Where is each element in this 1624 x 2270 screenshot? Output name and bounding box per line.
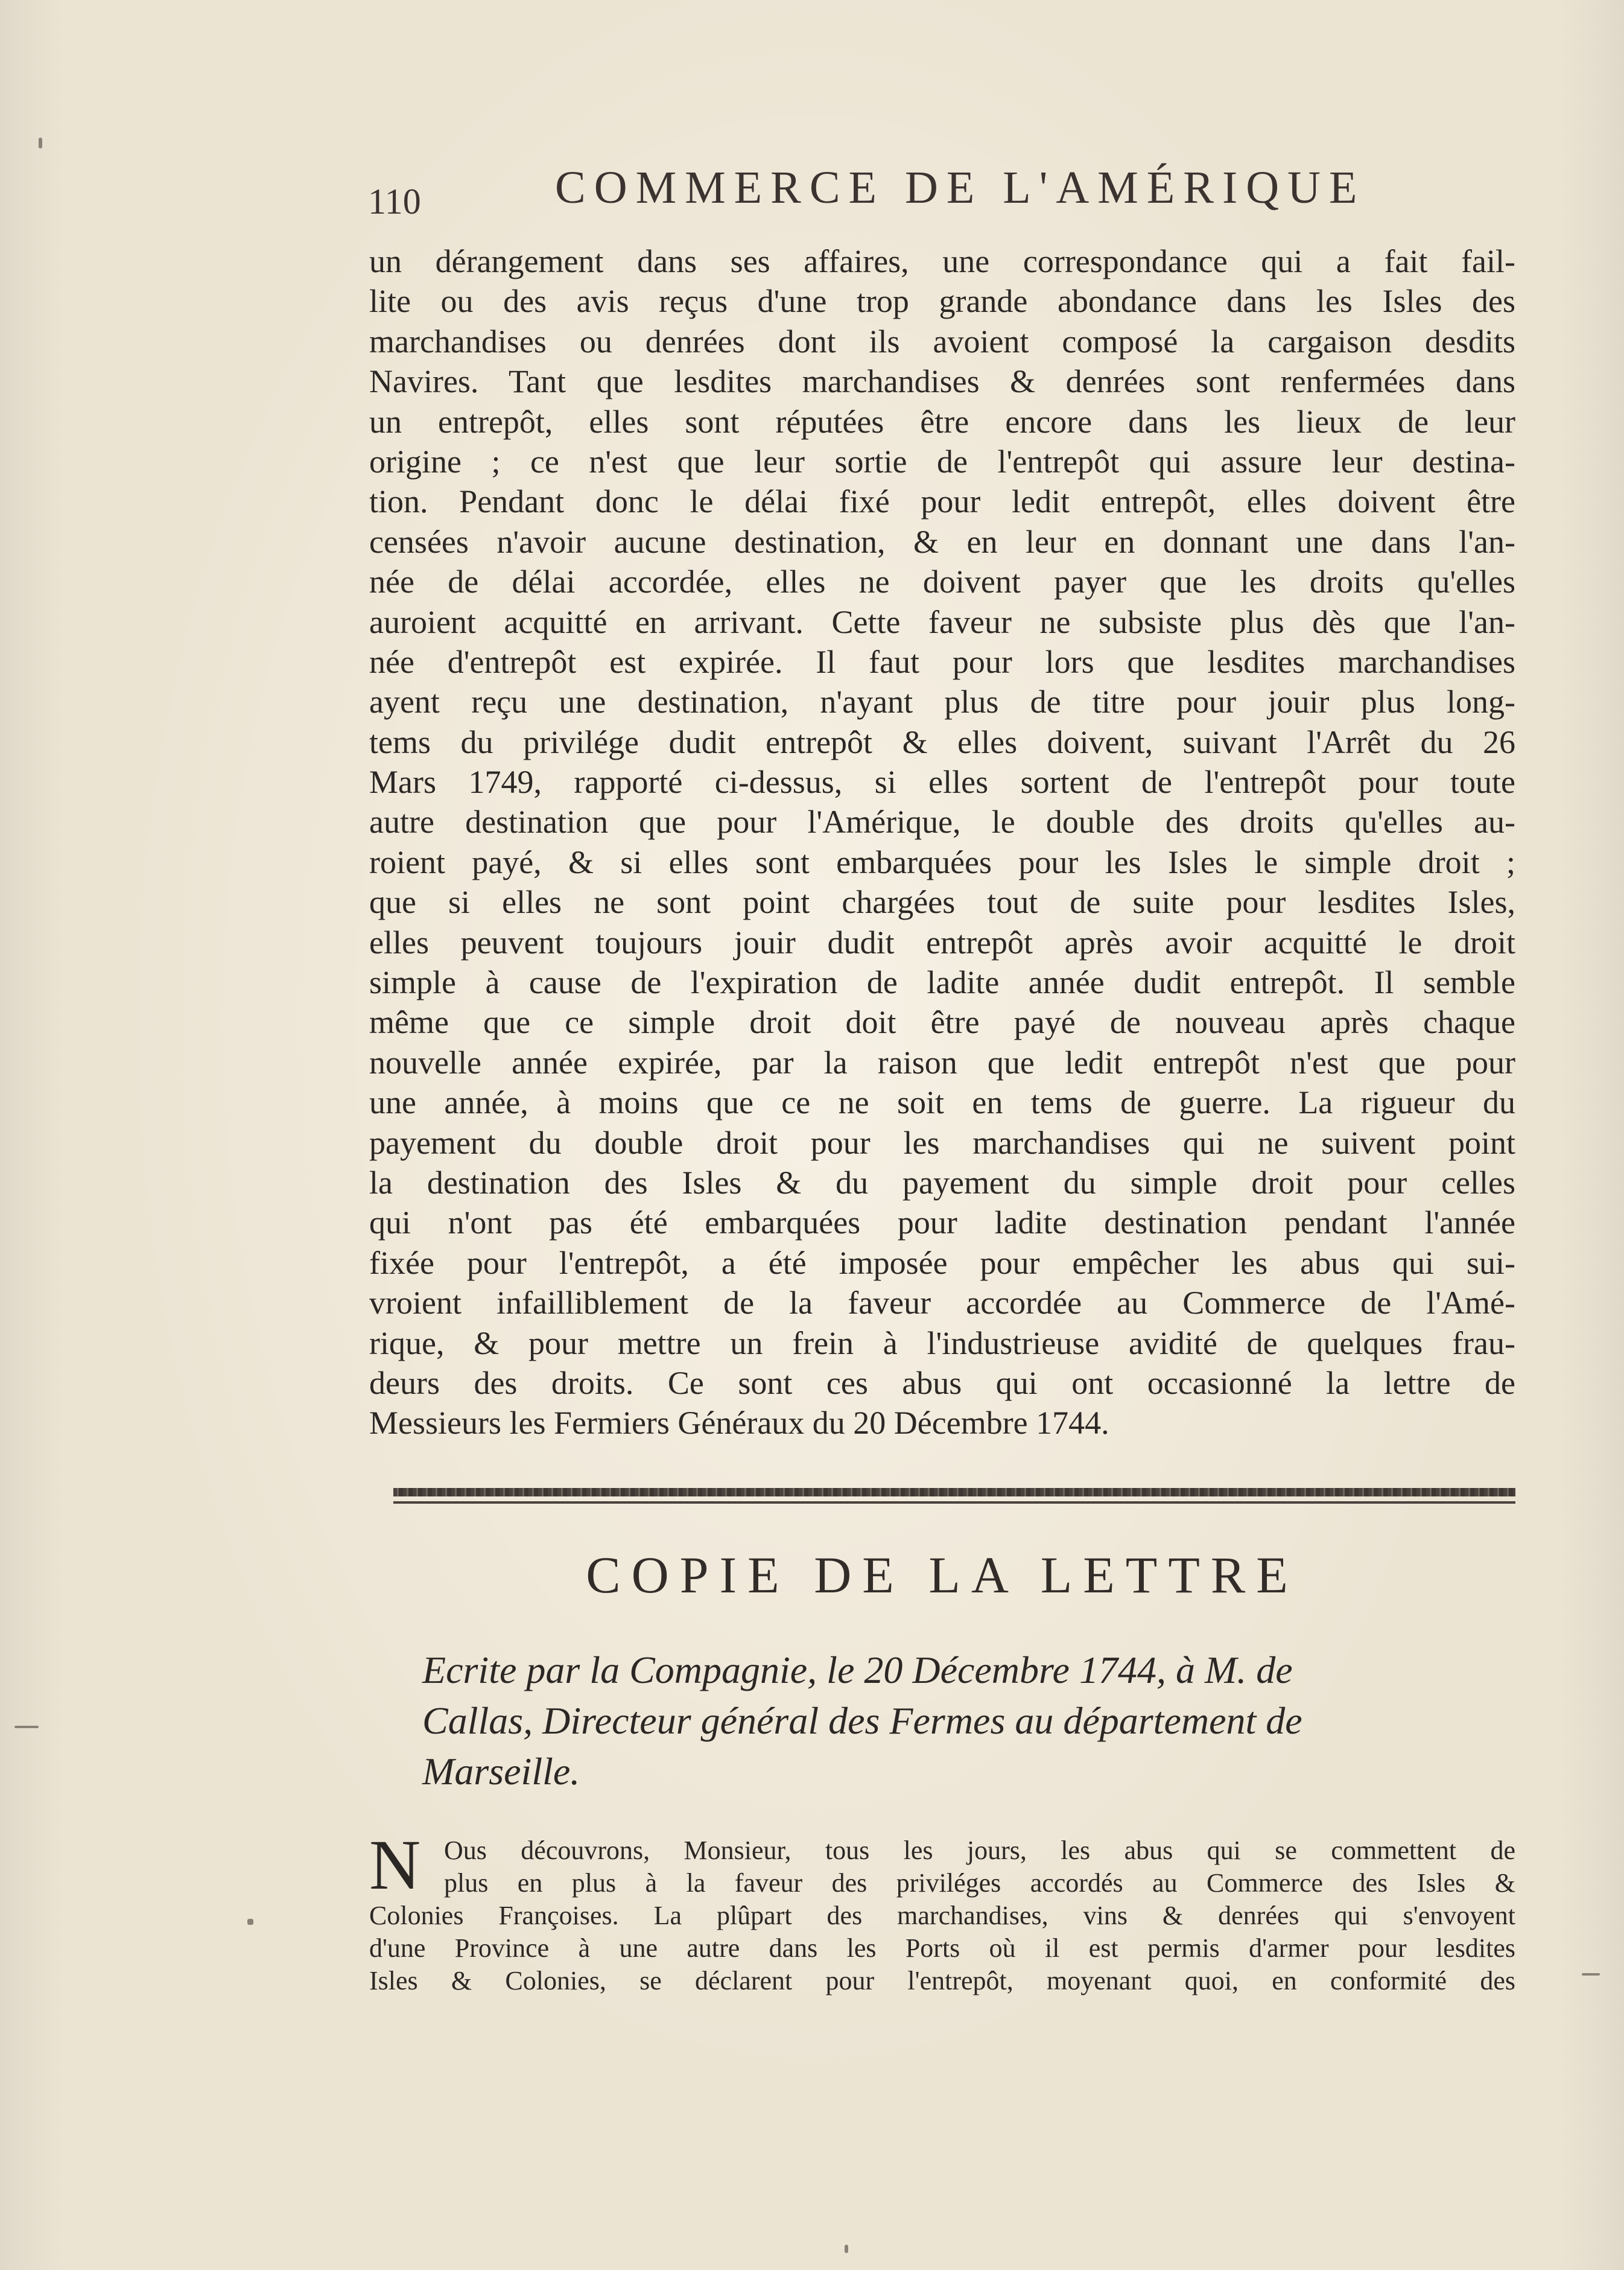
text-line: une année, à moins que ce ne soit en tems de guerre. La rigueur du — [369, 1084, 1515, 1121]
ornamental-rule — [393, 1488, 1515, 1496]
subtitle-line: Callas, Directeur général des Fermes au département de — [422, 1699, 1302, 1742]
text-line: tems du privilége dudit entrepôt & elles doivent, suivant l'Arrêt du 26 — [369, 723, 1515, 760]
text-line: Messieurs les Fermiers Généraux du 20 Décembre 1744. — [369, 1405, 1109, 1442]
text-line: marchandises ou denrées dont ils avoient composé la cargaison desdits — [369, 323, 1515, 360]
text-line: tion. Pendant donc le délai fixé pour ledit entrepôt, elles doivent être — [369, 483, 1515, 520]
text-line: origine ; ce n'est que leur sortie de l'entrepôt qui assure leur destina- — [369, 443, 1515, 480]
subtitle-line: Ecrite par la Compagnie, le 20 Décembre 1744, à M. de — [422, 1648, 1293, 1691]
text-line: nouvelle année expirée, par la raison que ledit entrepôt n'est que pour — [369, 1044, 1515, 1081]
text-line: la destination des Isles & du payement du simple droit pour celles — [369, 1164, 1515, 1201]
page-number: 110 — [368, 182, 421, 221]
text-line: vroient infailliblement de la faveur accordée au Commerce de l'Amé- — [369, 1285, 1515, 1321]
text-line: un entrepôt, elles sont réputées être encore dans les lieux de leur — [369, 403, 1515, 440]
letter-line: plus en plus à la faveur des priviléges accordés au Commerce des Isles & — [444, 1868, 1515, 1898]
text-line: un dérangement dans ses affaires, une correspondance qui a fait fail- — [369, 243, 1515, 279]
text-line: Navires. Tant que lesdites marchandises & denrées sont renfermées dans — [369, 363, 1515, 400]
text-line: auroient acquitté en arrivant. Cette faveur ne subsiste plus dès que l'an- — [369, 603, 1515, 640]
paper-speck — [39, 138, 42, 148]
text-line: simple à cause de l'expiration de ladite année dudit entrepôt. Il semble — [369, 964, 1515, 1001]
text-line: roient payé, & si elles sont embarquées pour les Isles le simple droit ; — [369, 844, 1515, 880]
running-title: COMMERCE DE L'AMÉRIQUE — [555, 162, 1366, 213]
page-header — [368, 162, 1550, 234]
section-title: COPIE DE LA LETTRE — [586, 1546, 1299, 1604]
text-line: autre destination que pour l'Amérique, le double des droits qu'elles au- — [369, 804, 1515, 841]
drop-cap: N — [369, 1825, 421, 1904]
text-line: même que ce simple droit doit être payé de nouveau après chaque — [369, 1004, 1515, 1041]
text-line: née de délai accordée, elles ne doivent payer que les droits qu'elles — [369, 564, 1515, 600]
letter-line: Ous découvrons, Monsieur, tous les jours, les abus qui se commettent de — [444, 1836, 1515, 1865]
subtitle-line: Marseille. — [422, 1750, 580, 1793]
rule-underline — [393, 1501, 1515, 1504]
paper-speck — [1582, 1973, 1600, 1976]
text-line: censées n'avoir aucune destination, & en leur en donnant une dans l'an- — [369, 523, 1515, 560]
paper-speck — [14, 1726, 39, 1728]
text-line: rique, & pour mettre un frein à l'industrieuse avidité de quelques frau- — [369, 1324, 1515, 1361]
text-line: payement du double droit pour les marchandises qui ne suivent point — [369, 1124, 1515, 1161]
letter-text — [369, 1825, 1515, 1997]
body-paragraph — [369, 241, 1515, 1443]
letter-line: Colonies Françoises. La plûpart des marchandises, vins & denrées qui s'envoyent — [369, 1901, 1515, 1930]
letter-line: Isles & Colonies, se déclarent pour l'entrepôt, moyenant quoi, en conformité des — [369, 1966, 1515, 1995]
text-line: née d'entrepôt est expirée. Il faut pour lors que lesdites marchandises — [369, 643, 1515, 680]
paper-speck — [247, 1919, 253, 1925]
text-line: que si elles ne sont point chargées tout de suite pour lesdites Isles, — [369, 884, 1515, 921]
text-line: Mars 1749, rapporté ci-dessus, si elles sortent de l'entrepôt pour toute — [369, 764, 1515, 801]
text-line: ayent reçu une destination, n'ayant plus de titre pour jouir plus long- — [369, 684, 1515, 720]
text-line: deurs des droits. Ce sont ces abus qui ont occasionné la lettre de — [369, 1364, 1515, 1401]
paper-speck — [845, 2245, 848, 2253]
text-line: qui n'ont pas été embarquées pour ladite destination pendant l'année — [369, 1204, 1515, 1241]
section-subtitle — [422, 1645, 1515, 1797]
letter-line: d'une Province à une autre dans les Ports où il est permis d'armer pour lesdites — [369, 1933, 1515, 1963]
text-line: elles peuvent toujours jouir dudit entrepôt après avoir acquitté le droit — [369, 924, 1515, 961]
text-line: fixée pour l'entrepôt, a été imposée pour empêcher les abus qui sui- — [369, 1244, 1515, 1281]
text-line: lite ou des avis reçus d'une trop grande abondance dans les Isles des — [369, 283, 1515, 320]
